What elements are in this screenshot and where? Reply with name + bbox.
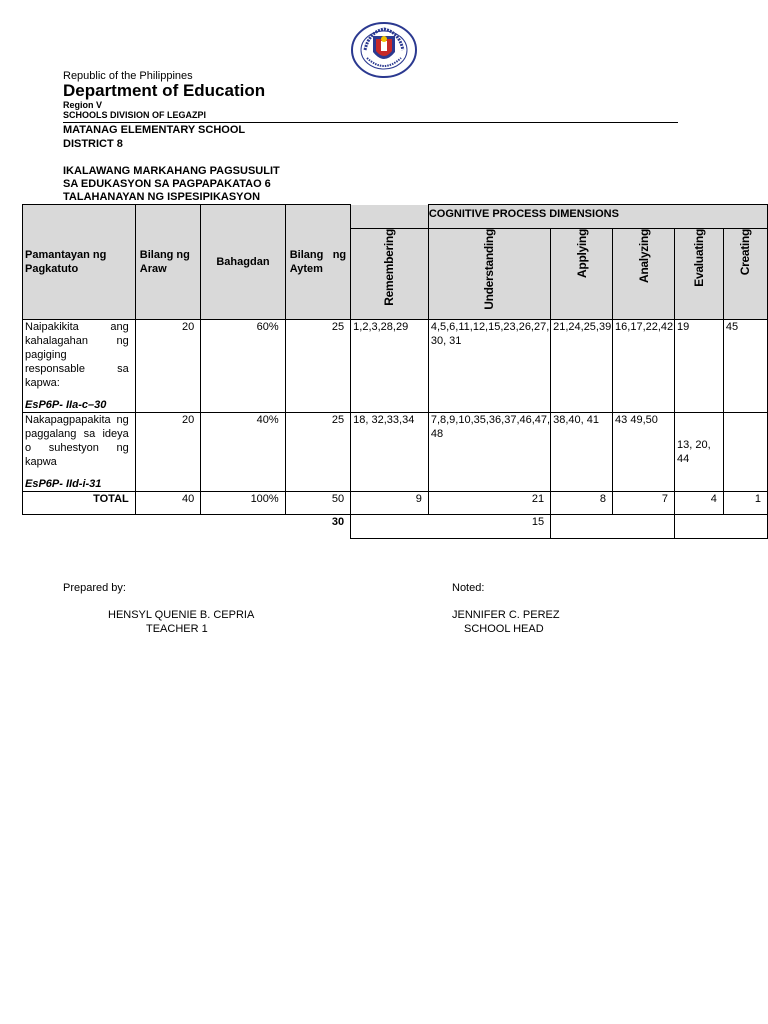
applying-cell: 21,24,25,39 [551,320,613,413]
col-header-bilang-aytem: Bilang ng Aytem [285,205,350,320]
level-analyzing: Analyzing [613,229,675,320]
remembering-cell: 1,2,3,28,29 [351,320,429,413]
specification-table [22,204,768,539]
col-header-pamantayan: Pamantayan ng Pagkatuto [23,205,136,320]
title-line-1: IKALAWANG MARKAHANG PAGSUSULIT [63,165,280,177]
total-understanding: 21 [428,492,550,515]
prepared-by-label: Prepared by: [63,582,126,594]
total-applying: 8 [551,492,613,515]
total-remembering: 9 [351,492,429,515]
subtotal-items: 30 [285,515,350,539]
level-remembering: Remembering [351,229,429,320]
deped-seal-logo [351,22,417,78]
cognitive-process-header: COGNITIVE PROCESS DIMENSIONS [428,205,767,229]
prepared-by-title: TEACHER 1 [146,623,208,635]
division-name: SCHOOLS DIVISION OF LEGAZPI [63,110,207,120]
district-name: DISTRICT 8 [63,138,123,150]
days-cell: 20 [135,320,200,413]
total-label: TOTAL [23,492,136,515]
department-name: Department of Education [63,81,266,100]
level-understanding: Understanding [428,229,550,320]
creating-cell: 45 [723,320,767,413]
creating-cell [723,413,767,492]
total-items: 50 [285,492,350,515]
table-row [23,320,768,413]
total-percent: 100% [201,492,285,515]
region-name: Region V [63,100,103,110]
noted-title: SCHOOL HEAD [464,623,544,635]
subtotal-row [23,515,768,539]
items-cell: 25 [285,320,350,413]
title-line-3: TALAHANAYAN NG ISPESIPIKASYON [63,191,261,203]
applying-cell: 38,40, 41 [551,413,613,492]
table-row [23,413,768,492]
understanding-cell: 7,8,9,10,35,36,37,46,47, 48 [428,413,550,492]
total-row [23,492,768,515]
total-days: 40 [135,492,200,515]
percent-cell: 40% [201,413,285,492]
evaluating-cell: 19 [674,320,723,413]
noted-label: Noted: [452,582,485,594]
level-applying: Applying [551,229,613,320]
percent-cell: 60% [201,320,285,413]
school-name: MATANAG ELEMENTARY SCHOOL [63,124,246,136]
prepared-by-name: HENSYL QUENIE B. CEPRIA [108,609,255,621]
level-evaluating: Evaluating [674,229,723,320]
competency-cell: Naipakikita ang kahalagahan ng pagiging responsable sa kapwa: EsP6P- IIa-c–30 [23,320,136,413]
noted-name: JENNIFER C. PEREZ [452,609,560,621]
total-evaluating: 4 [674,492,723,515]
items-cell: 25 [285,413,350,492]
analyzing-cell: 16,17,22,42 [613,320,675,413]
country-name: Republic of the Philippines [63,70,193,82]
days-cell: 20 [135,413,200,492]
competency-cell: Nakapagpapakita ng paggalang sa ideya o suhestyon ng kapwa EsP6P- IId-i-31 [23,413,136,492]
analyzing-cell: 43 49,50 [613,413,675,492]
total-creating: 1 [723,492,767,515]
understanding-cell: 4,5,6,11,12,15,23,26,27, 30, 31 [428,320,550,413]
col-header-bilang-araw: Bilang ng Araw [135,205,200,320]
header-divider [63,122,678,123]
title-line-2: SA EDUKASYON SA PAGPAPAKATAO 6 [63,178,271,190]
col-header-bahagdan: Bahagdan [201,205,285,320]
subtotal-understanding: 15 [351,515,551,539]
level-creating: Creating [723,229,767,320]
evaluating-cell: 13, 20, 44 [674,413,723,492]
remembering-cell: 18, 32,33,34 [351,413,429,492]
total-analyzing: 7 [613,492,675,515]
